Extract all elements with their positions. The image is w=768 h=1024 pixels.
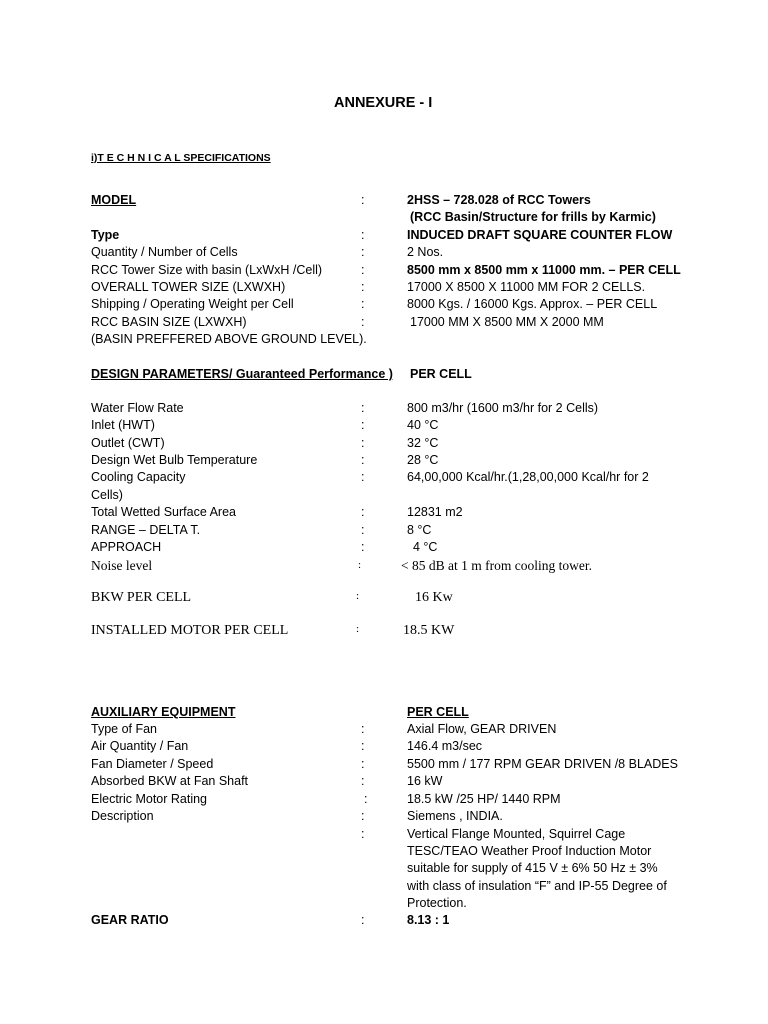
type-value: INDUCED DRAFT SQUARE COUNTER FLOW: [407, 228, 673, 242]
weight-label: Shipping / Operating Weight per Cell: [91, 297, 294, 311]
description-line: TESC/TEAO Weather Proof Induction Motor: [407, 844, 652, 858]
flow-rate-value: 800 m3/hr (1600 m3/hr for 2 Cells): [407, 401, 599, 415]
aux-heading: AUXILIARY EQUIPMENT: [91, 705, 236, 719]
approach-label: APPROACH: [91, 540, 162, 554]
description-label: Description: [91, 809, 154, 823]
quantity-value: 2 Nos.: [407, 245, 444, 259]
outlet-label: Outlet (CWT): [91, 436, 165, 450]
colon: :: [361, 453, 365, 467]
colon: :: [364, 792, 368, 806]
colon: :: [361, 722, 365, 736]
absorbed-bkw-value: 16 kW: [407, 774, 443, 788]
air-quantity-value: 146.4 m3/sec: [407, 739, 483, 753]
inlet-value: 40 °C: [407, 418, 439, 432]
description-line: with class of insulation “F” and IP-55 Degree of: [407, 879, 667, 893]
colon: :: [356, 623, 360, 635]
motor-value: 18.5 KW: [403, 623, 455, 638]
fan-type-label: Type of Fan: [91, 722, 158, 736]
capacity-value: 64,00,000 Kcal/hr.(1,28,00,000 Kcal/hr for 2: [407, 470, 649, 484]
model-value-note: (RCC Basin/Structure for frills by Karmic): [410, 210, 656, 224]
colon: :: [361, 774, 365, 788]
design-per-cell: PER CELL: [410, 367, 472, 381]
rcc-size-value: 8500 mm x 8500 mm x 11000 mm. – PER CELL: [407, 263, 681, 277]
wet-bulb-label: Design Wet Bulb Temperature: [91, 453, 258, 467]
colon: :: [361, 193, 365, 207]
colon: :: [361, 418, 365, 432]
fan-diameter-value: 5500 mm / 177 RPM GEAR DRIVEN /8 BLADES: [407, 757, 678, 771]
page-title: ANNEXURE - I: [334, 95, 433, 111]
rcc-size-label: RCC Tower Size with basin (LxWxH /Cell): [91, 263, 323, 277]
surface-area-value: 12831 m2: [407, 505, 463, 519]
colon: :: [361, 809, 365, 823]
description-value: Siemens , INDIA.: [407, 809, 503, 823]
colon: :: [361, 436, 365, 450]
motor-label: INSTALLED MOTOR PER CELL: [91, 623, 289, 638]
gear-ratio-label: GEAR RATIO: [91, 913, 169, 927]
colon: :: [358, 559, 362, 571]
model-label: MODEL: [91, 193, 137, 207]
motor-rating-label: Electric Motor Rating: [91, 792, 208, 806]
range-value: 8 °C: [407, 523, 432, 537]
description-line: suitable for supply of 415 V ± 6% 50 Hz ± 3%: [407, 861, 658, 875]
fan-type-value: Axial Flow, GEAR DRIVEN: [407, 722, 557, 736]
colon: :: [361, 297, 365, 311]
colon: :: [361, 540, 365, 554]
model-value: 2HSS – 728.028 of RCC Towers: [407, 193, 591, 207]
colon: :: [361, 757, 365, 771]
capacity-label: Cooling Capacity: [91, 470, 186, 484]
colon: :: [361, 245, 365, 259]
overall-size-label: OVERALL TOWER SIZE (LXWXH): [91, 280, 286, 294]
capacity-label-cont: Cells): [91, 488, 123, 502]
colon: :: [361, 913, 365, 927]
motor-rating-value: 18.5 kW /25 HP/ 1440 RPM: [407, 792, 561, 806]
gear-ratio-value: 8.13 : 1: [407, 913, 450, 927]
colon: :: [361, 827, 365, 841]
bkw-value: 16 Kw: [415, 590, 453, 605]
aux-per-cell: PER CELL: [407, 705, 469, 719]
basin-note: (BASIN PREFFERED ABOVE GROUND LEVEL).: [91, 332, 367, 346]
surface-area-label: Total Wetted Surface Area: [91, 505, 236, 519]
description-line: Vertical Flange Mounted, Squirrel Cage: [407, 827, 626, 841]
colon: :: [361, 315, 365, 329]
section-subtitle: i)T E C H N I C A L SPECIFICATIONS: [91, 152, 271, 164]
colon: :: [361, 401, 365, 415]
noise-value: < 85 dB at 1 m from cooling tower.: [401, 558, 592, 573]
design-heading: DESIGN PARAMETERS/ Guaranteed Performance ): [91, 367, 393, 381]
colon: :: [356, 590, 360, 602]
air-quantity-label: Air Quantity / Fan: [91, 739, 189, 753]
colon: :: [361, 280, 365, 294]
overall-size-value: 17000 X 8500 X 11000 MM FOR 2 CELLS.: [407, 280, 646, 294]
noise-label: Noise level: [91, 558, 153, 573]
basin-size-value: 17000 MM X 8500 MM X 2000 MM: [410, 315, 604, 329]
description-line: Protection.: [407, 896, 467, 910]
absorbed-bkw-label: Absorbed BKW at Fan Shaft: [91, 774, 249, 788]
wet-bulb-value: 28 °C: [407, 453, 439, 467]
type-label: Type: [91, 228, 120, 242]
flow-rate-label: Water Flow Rate: [91, 401, 184, 415]
weight-value: 8000 Kgs. / 16000 Kgs. Approx. – PER CELL: [407, 297, 658, 311]
bkw-label: BKW PER CELL: [91, 590, 192, 605]
basin-size-label: RCC BASIN SIZE (LXWXH): [91, 315, 247, 329]
colon: :: [361, 470, 365, 484]
approach-value: 4 °C: [413, 540, 438, 554]
outlet-value: 32 °C: [407, 436, 439, 450]
colon: :: [361, 228, 365, 242]
range-label: RANGE – DELTA T.: [91, 523, 201, 537]
colon: :: [361, 263, 365, 277]
colon: :: [361, 523, 365, 537]
colon: :: [361, 739, 365, 753]
inlet-label: Inlet (HWT): [91, 418, 155, 432]
colon: :: [361, 505, 365, 519]
quantity-label: Quantity / Number of Cells: [91, 245, 238, 259]
fan-diameter-label: Fan Diameter / Speed: [91, 757, 214, 771]
